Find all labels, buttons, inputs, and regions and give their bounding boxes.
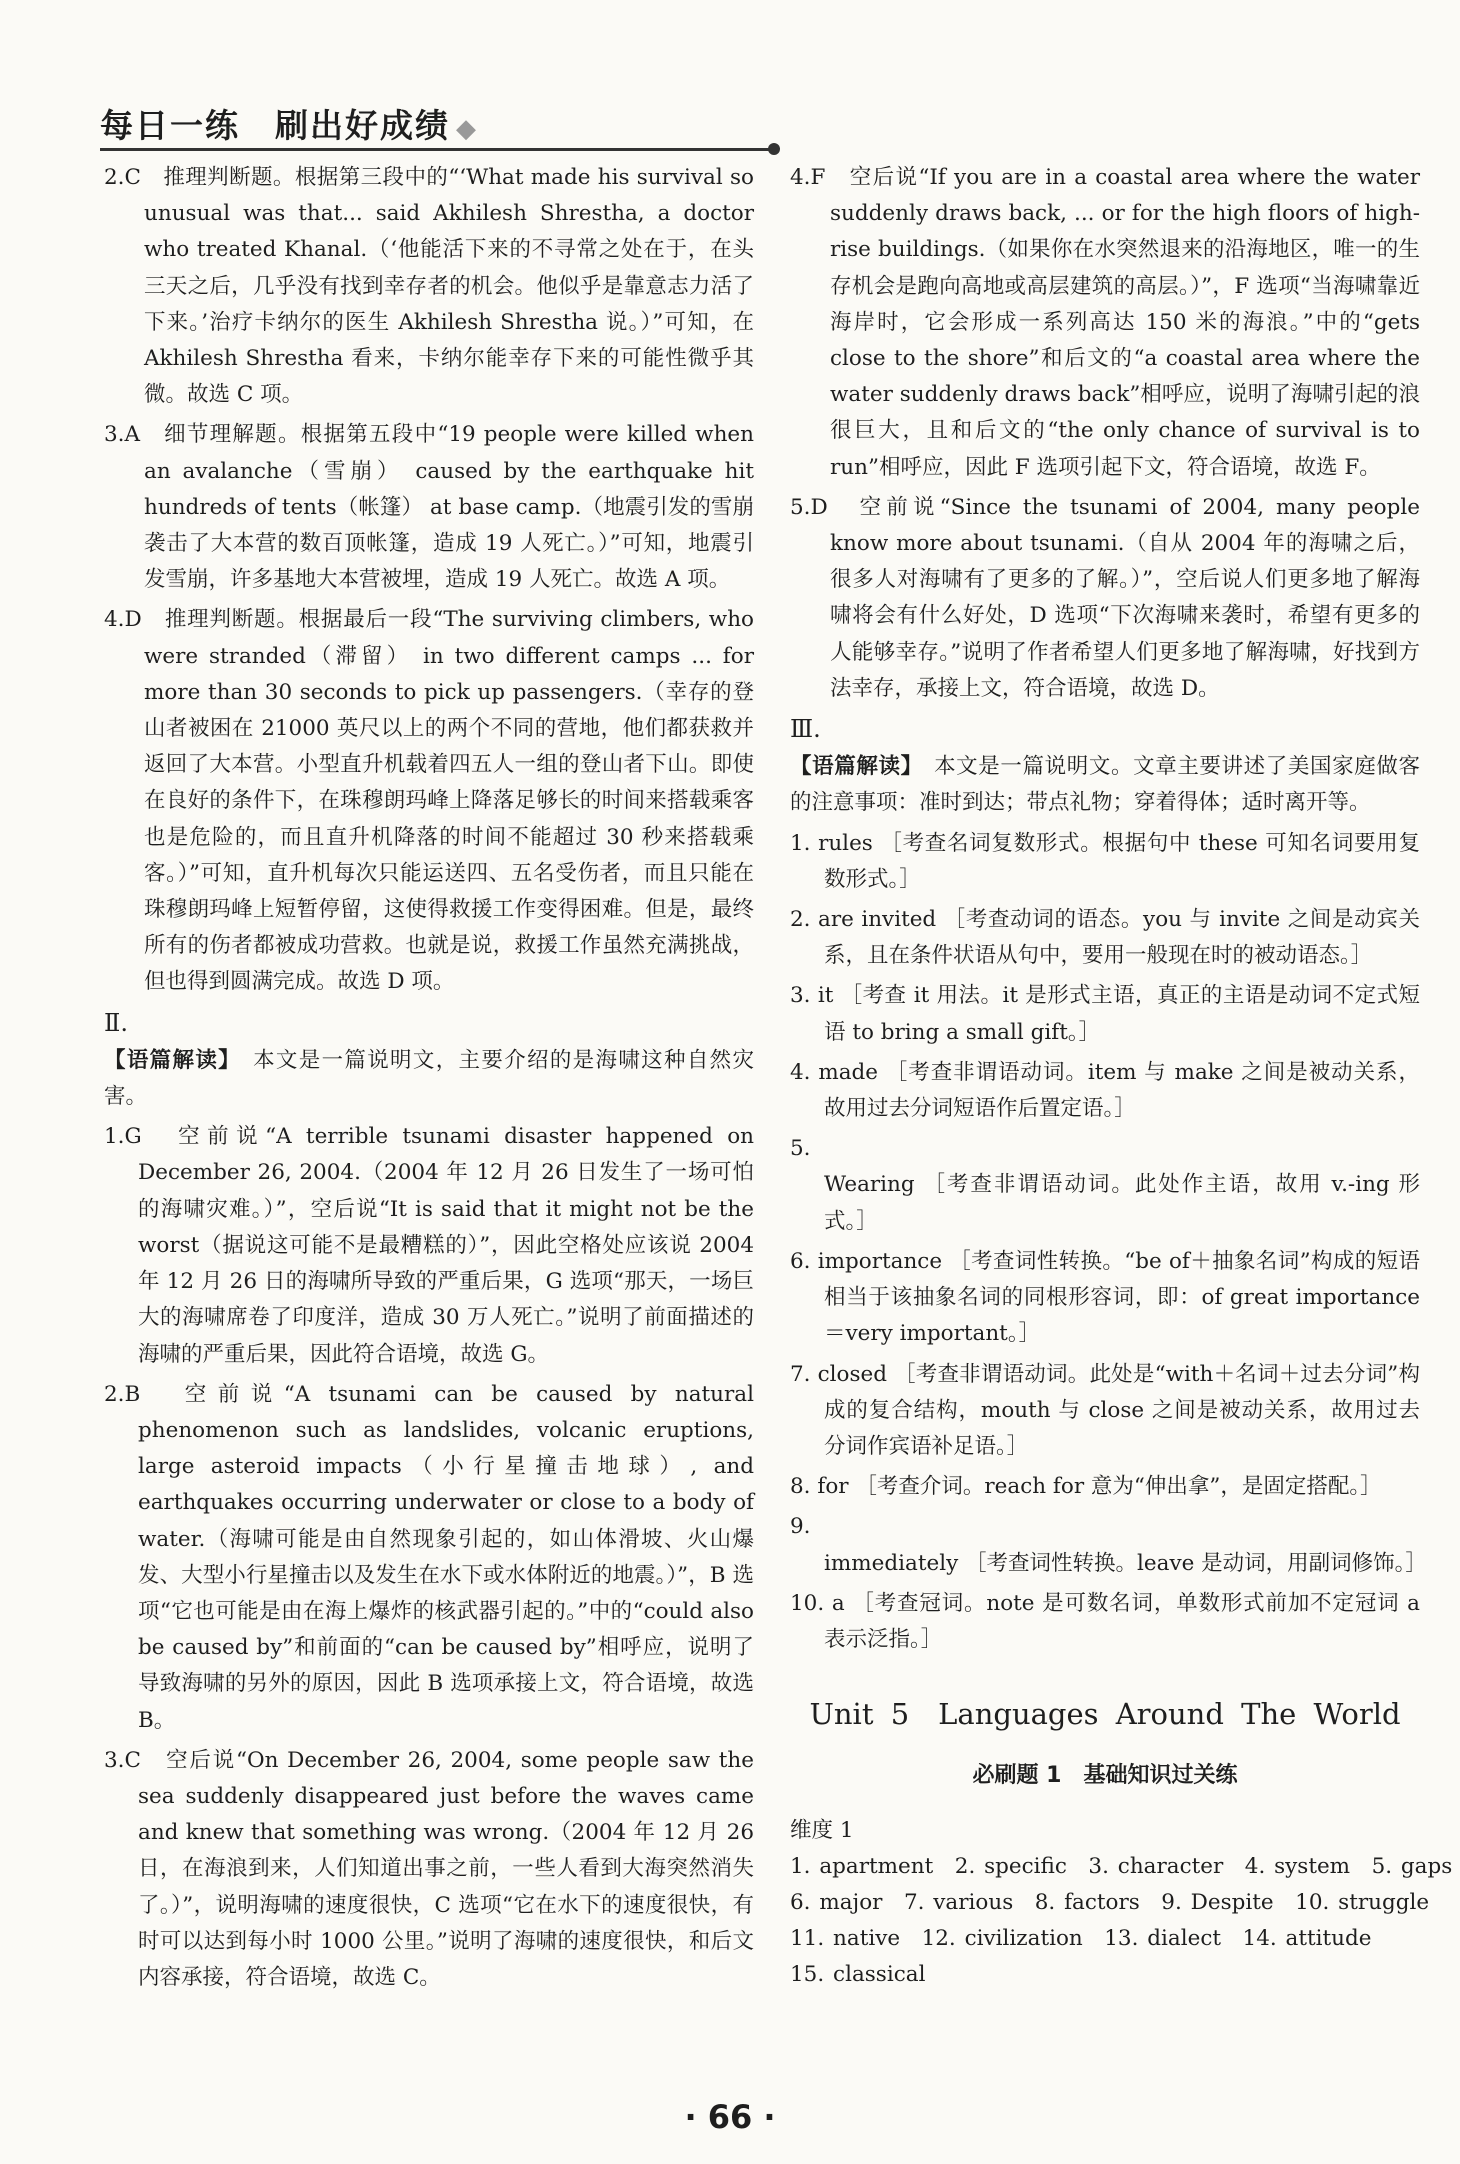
answer-item-3a: 3.A 细节理解题。根据第五段中“19 people were killed when an avalanche（雪崩） caused by the earthquake hit hundreds of tents（帐篷） at base camp.（地震引发的雪崩袭击了大本营的数百顶帐篷，造成 19 人死亡。）”可知，地震引发雪崩，许多基地大本营被埋，造成 19 人死亡。故选 A 项。 [104, 422, 754, 593]
grammar-answer: 7. closed ［考查非谓语动词。此处是“with＋名词＋过去分词”构成的复合结构，mouth 与 close 之间是被动关系，故用过去分词作宾语补足语。］ [790, 1361, 1421, 1459]
grammar-answer: 6. importance ［考查词性转换。“be of＋抽象名词”构成的短语相当于该抽象名词的同根形容词，即：of great importance＝very important。］ [790, 1248, 1420, 1347]
grammar-answer: 9. immediately ［考查词性转换。leave 是动词，用副词修饰。］ [790, 1514, 1427, 1576]
section-2-heading: Ⅱ. [104, 1008, 128, 1037]
header-title: 每日一练 刷出好成绩 [100, 106, 450, 145]
passage-analysis-2: 【语篇解读】 本文是一篇说明文，主要介绍的是海啸这种自然灾害。 [104, 1047, 754, 1110]
vocab-line: 15. classical [790, 1962, 926, 1988]
grammar-answer: 3. it ［考查 it 用法。it 是形式主语，真正的主语是动词不定式短语 to bring a small gift。］ [790, 983, 1420, 1045]
header-rule-dot [768, 143, 780, 155]
page-header [100, 100, 478, 147]
vocab-line: 11. native 12. civilization 13. dialect 14. attitude [790, 1926, 1372, 1952]
page-number: · 66 · [684, 2098, 776, 2136]
grammar-answer: 2. are invited ［考查动词的语态。you 与 invite 之间是动宾关系，且在条件状语从句中，要用一般现在时的被动语态。］ [790, 907, 1420, 969]
unit-title: Unit 5 Languages Around The World [809, 1697, 1401, 1732]
grammar-answer: 1. rules ［考查名词复数形式。根据句中 these 可知名词要用复数形式。］ [790, 830, 1420, 892]
vocab-line: 6. major 7. various 8. factors 9. Despite 10. struggle [790, 1889, 1430, 1915]
grammar-answer: 8. for ［考查介词。reach for 意为“伸出拿”，是固定搭配。］ [790, 1474, 1382, 1500]
section-3-heading: Ⅲ. [790, 715, 821, 744]
grammar-answer: 4. made ［考查非谓语动词。item 与 make 之间是被动关系，故用过去分词短语作后置定语。］ [790, 1059, 1420, 1122]
passage-analysis-3: 【语篇解读】 本文是一篇说明文。文章主要讲述了美国家庭做客的注意事项：准时到达；带点礼物；穿着得体；适时离开等。 [790, 754, 1420, 816]
answer-item-5d: 5.D 空前说“Since the tsunami of 2004, many people know more about tsunami.（自从 2004 年的海啸之后，很多人对海啸有了更多的了解。）”，空后说人们更多地了解海啸将会有什么好处，D 选项“下次海啸来袭时，希望有更多的人能够幸存。”说明了作者希望人们更多地了解海啸，好找到方法幸存，承接上文，符合语境，故选 D。 [790, 494, 1420, 701]
answer-item-2b: 2.B 空前说“A tsunami can be caused by natural phenomenon such as landslides, volcanic eruptions, large asteroid impacts（小行星撞击地球）, and earthquakes occurring underwater or close to a body of water.（海啸可能是由自然现象引起的，如山体滑坡、火山爆发、大型小行星撞击以及发生在水下或水体附近的地震。）”，B 选项“它也可能是由在海上爆炸的核武器引起的。”中的“could also be caused by”和前面的“can be caused by”相呼应，说明了导致海啸的另外的原因，因此 B 选项承接上文，符合语境，故选 B。 [104, 1381, 754, 1733]
answer-item-2c: 2.C 推理判断题。根据第三段中的“‘What made his survival so unusual was that... said Akhilesh Shrestha, a doctor who treated Khanal.（‘他能活下来的不寻常之处在于，在头三天之后，几乎没有找到幸存者的机会。他似乎是靠意志力活了下来。’治疗卡纳尔的医生 Akhilesh Shrestha 说。）”可知，在 Akhilesh Shrestha 看来，卡纳尔能幸存下来的可能性微乎其微。故选 C 项。 [104, 165, 754, 408]
diamond-icon: ◆ [456, 114, 478, 144]
grammar-answer: 10. a ［考查冠词。note 是可数名词，单数形式前加不定冠词 a 表示泛指。］ [790, 1590, 1420, 1652]
answer-item-1g: 1.G 空前说“A terrible tsunami disaster happened on December 26, 2004.（2004 年 12 月 26 日发生了一场可怕的海啸灾难。）”，空后说“It is said that it might not be the worst（据说这可能不是最糟糕的）”，因此空格处应该说 2004 年 12 月 26 日的海啸所导致的严重后果，G 选项“那天，一场巨大的海啸席卷了印度洋，造成 30 万人死亡。”说明了前面描述的海啸的严重后果，因此符合语境，故选 G。 [104, 1124, 754, 1367]
right-column [790, 160, 1453, 1994]
answer-item-4f: 4.F 空后说“If you are in a coastal area where the water suddenly draws back, ... or for the high floors of high-rise buildings.（如果你在水突然退来的沿海地区，唯一的生存机会是跑向高地或高层建筑的高层。）”，F 选项“当海啸靠近海岸时，它会形成一系列高达 150 米的海浪。”中的“gets close to the shore”和后文的“a coastal area where the water suddenly draws back”相呼应，说明了海啸引起的浪很巨大，且和后文的“the only chance of survival is to run”相呼应，因此 F 选项引起下文，符合语境，故选 F。 [790, 165, 1420, 480]
grammar-answer: 5. Wearing ［考查非谓语动词。此处作主语，故用 v.-ing 形式。］ [790, 1136, 1420, 1234]
exercise-section-title: 必刷题 1 基础知识过关练 [972, 1763, 1238, 1789]
left-column [104, 160, 754, 2000]
header-rule [100, 148, 775, 151]
answer-item-3c: 3.C 空后说“On December 26, 2004, some people saw the sea suddenly disappeared just before the waves came and knew that something was wrong.（2004 年 12 月 26 日，在海浪到来，人们知道出事之前，一些人看到大海突然消失了。）”，说明海啸的速度很快，C 选项“它在水下的速度很快，有时可以达到每小时 1000 公里。”说明了海啸的速度很快，和后文内容承接，符合语境，故选 C。 [104, 1747, 754, 1990]
grammar-answer-list [790, 826, 1427, 1658]
dimension-label: 维度 1 [790, 1817, 854, 1843]
vocab-line: 1. apartment 2. specific 3. character 4. system 5. gaps [790, 1853, 1453, 1879]
answer-item-4d: 4.D 推理判断题。根据最后一段“The surviving climbers, who were stranded（滞留） in two different camps ... for more than 30 seconds to pick up passengers.（幸存的登山者被困在 21000 英尺以上的两个不同的营地，他们都获救并返回了大本营。小型直升机载着四五人一组的登山者下山。即使在良好的条件下，在珠穆朗玛峰上降落足够长的时间来搭载乘客也是危险的，而且直升机降落的时间不能超过 30 秒来搭载乘客。）”可知，直升机每次只能运送四、五名受伤者，而且只能在珠穆朗玛峰上短暂停留，这使得救援工作变得困难。但是，最终所有的伤者都被成功营救。也就是说，救援工作虽然充满挑战，但也得到圆满完成。故选 D 项。 [104, 607, 754, 995]
